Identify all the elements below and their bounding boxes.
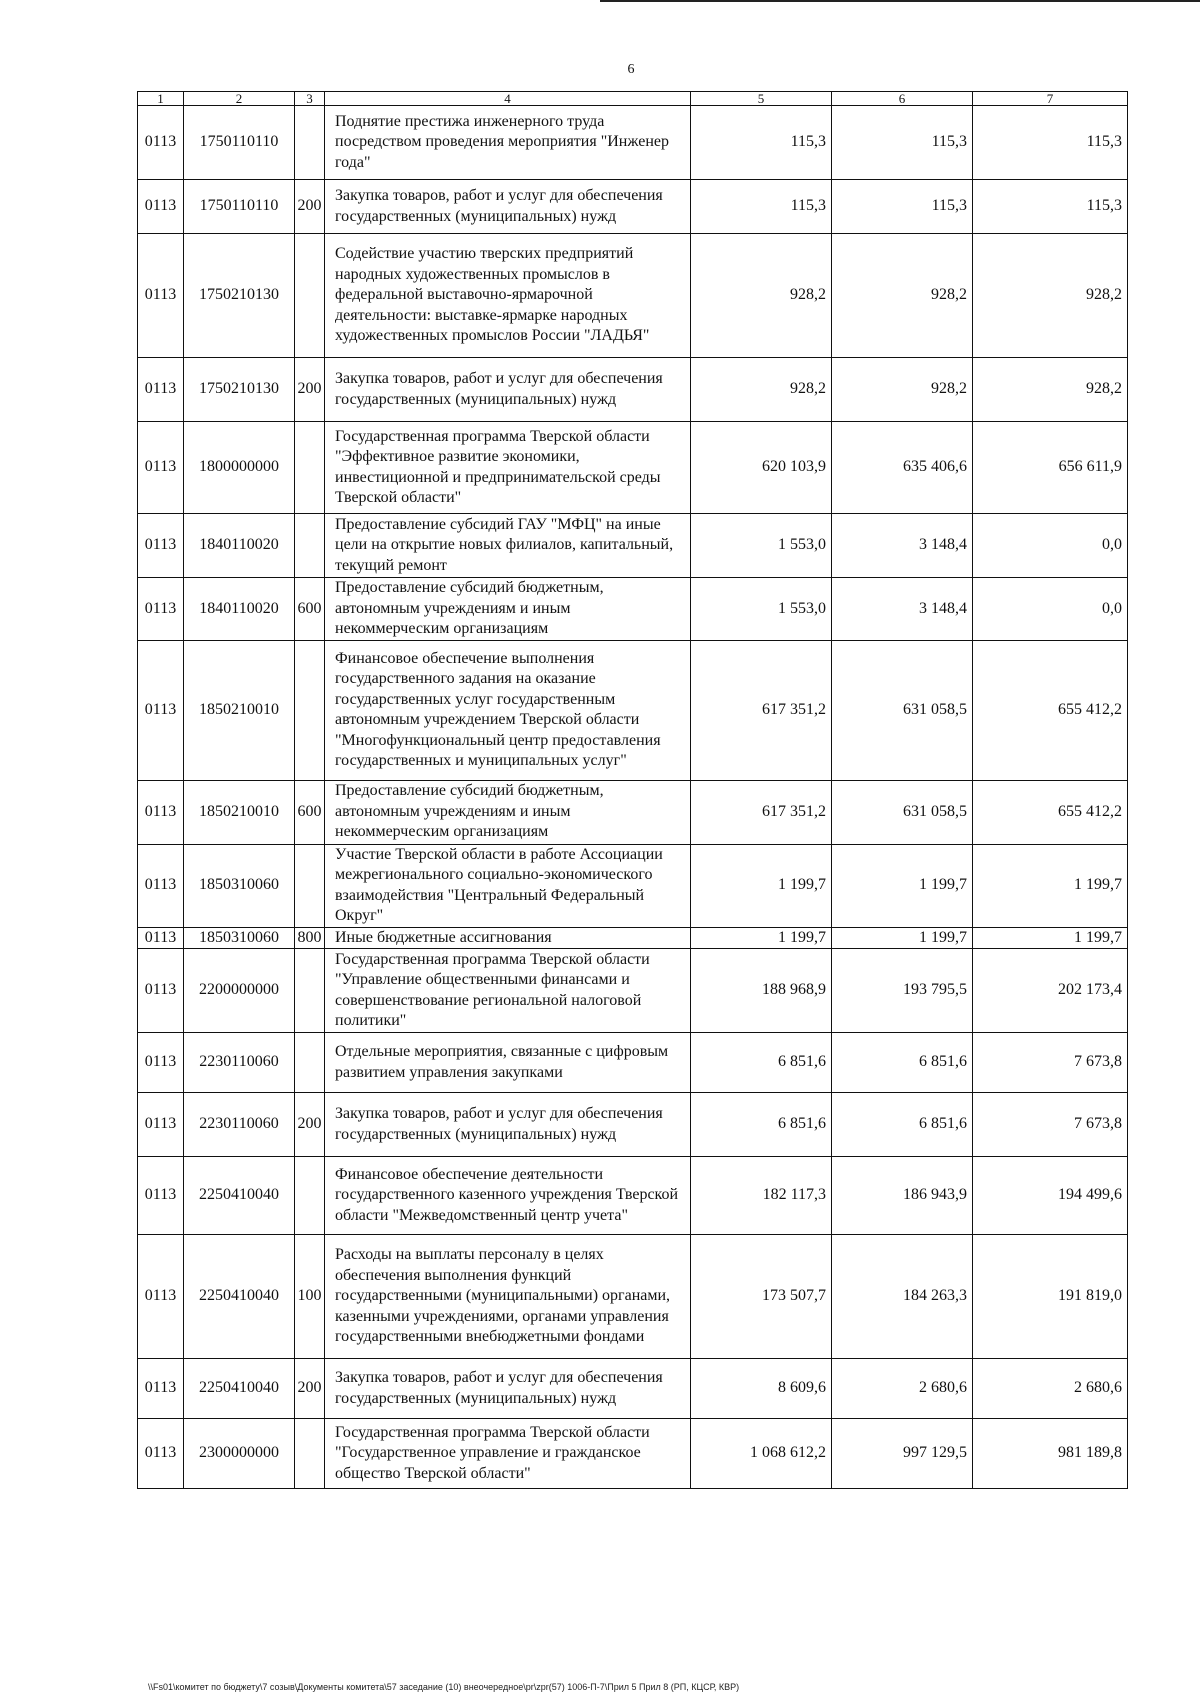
scan-border-line: [600, 0, 1200, 2]
amount-year3-cell: 115,3: [973, 106, 1128, 180]
amount-year1-cell: 115,3: [691, 180, 832, 234]
description-cell: Иные бюджетные ассигнования: [325, 927, 691, 949]
description-cell: Закупка товаров, работ и услуг для обеспечения государственных (муниципальных) нужд: [325, 1359, 691, 1419]
description-cell: Финансовое обеспечение деятельности государственного казенного учреждения Тверской области "Межведомственный центр учета": [325, 1157, 691, 1235]
description-cell: Отдельные мероприятия, связанные с цифровым развитием управления закупками: [325, 1033, 691, 1093]
section-code-cell: 0113: [138, 514, 184, 578]
description-cell: Закупка товаров, работ и услуг для обеспечения государственных (муниципальных) нужд: [325, 1093, 691, 1157]
amount-year3-cell: 1 199,7: [973, 927, 1128, 949]
table-row: [138, 1359, 1128, 1419]
target-article-code-cell: 1850210010: [184, 780, 295, 844]
target-article-code-cell: 2250410040: [184, 1235, 295, 1359]
table-row: [138, 422, 1128, 514]
amount-year1-cell: 182 117,3: [691, 1157, 832, 1235]
expense-type-cell: 600: [295, 578, 325, 641]
expense-type-cell: [295, 949, 325, 1033]
amount-year3-cell: 2 680,6: [973, 1359, 1128, 1419]
description-cell: Предоставление субсидий бюджетным, автономным учреждениям и иным некоммерческим организациям: [325, 578, 691, 641]
target-article-code-cell: 1800000000: [184, 422, 295, 514]
table-row: [138, 844, 1128, 927]
section-code-cell: 0113: [138, 578, 184, 641]
amount-year3-cell: 115,3: [973, 180, 1128, 234]
amount-year2-cell: 184 263,3: [832, 1235, 973, 1359]
amount-year2-cell: 635 406,6: [832, 422, 973, 514]
section-code-cell: 0113: [138, 640, 184, 780]
description-cell: Закупка товаров, работ и услуг для обеспечения государственных (муниципальных) нужд: [325, 180, 691, 234]
header-cell: 5: [691, 92, 832, 106]
target-article-code-cell: 1750110110: [184, 180, 295, 234]
amount-year1-cell: 928,2: [691, 358, 832, 422]
amount-year1-cell: 115,3: [691, 106, 832, 180]
expense-type-cell: 800: [295, 927, 325, 949]
target-article-code-cell: 1850210010: [184, 640, 295, 780]
target-article-code-cell: 2300000000: [184, 1419, 295, 1489]
amount-year3-cell: 202 173,4: [973, 949, 1128, 1033]
target-article-code-cell: 2230110060: [184, 1093, 295, 1157]
description-cell: Участие Тверской области в работе Ассоциации межрегионального социально-экономического взаимодействия "Центральный Федеральный Округ": [325, 844, 691, 927]
description-cell: Содействие участию тверских предприятий народных художественных промыслов в федеральной выставочно-ярмарочной деятельности: выставке-ярмарке народных художественных промыслов России "ЛАДЬЯ": [325, 234, 691, 358]
amount-year2-cell: 2 680,6: [832, 1359, 973, 1419]
target-article-code-cell: 2230110060: [184, 1033, 295, 1093]
header-cell: 6: [832, 92, 973, 106]
amount-year1-cell: 188 968,9: [691, 949, 832, 1033]
amount-year2-cell: 1 199,7: [832, 844, 973, 927]
amount-year1-cell: 6 851,6: [691, 1033, 832, 1093]
header-cell: 4: [325, 92, 691, 106]
amount-year3-cell: 0,0: [973, 578, 1128, 641]
expense-type-cell: [295, 422, 325, 514]
expense-type-cell: [295, 640, 325, 780]
table-row: [138, 1419, 1128, 1489]
description-cell: Закупка товаров, работ и услуг для обеспечения государственных (муниципальных) нужд: [325, 358, 691, 422]
amount-year2-cell: 1 199,7: [832, 927, 973, 949]
target-article-code-cell: 2250410040: [184, 1359, 295, 1419]
amount-year1-cell: 1 553,0: [691, 578, 832, 641]
amount-year1-cell: 928,2: [691, 234, 832, 358]
amount-year3-cell: 0,0: [973, 514, 1128, 578]
page-number: 6: [627, 62, 635, 77]
target-article-code-cell: 1840110020: [184, 578, 295, 641]
table-row: [138, 578, 1128, 641]
section-code-cell: 0113: [138, 1235, 184, 1359]
amount-year2-cell: 6 851,6: [832, 1093, 973, 1157]
expense-type-cell: [295, 1033, 325, 1093]
target-article-code-cell: 2200000000: [184, 949, 295, 1033]
expense-type-cell: 600: [295, 780, 325, 844]
section-code-cell: 0113: [138, 1359, 184, 1419]
table-row: [138, 1235, 1128, 1359]
expense-type-cell: 200: [295, 1359, 325, 1419]
description-cell: Государственная программа Тверской области "Управление общественными финансами и совершенствование региональной налоговой политики": [325, 949, 691, 1033]
section-code-cell: 0113: [138, 1157, 184, 1235]
amount-year2-cell: 928,2: [832, 358, 973, 422]
expense-type-cell: 200: [295, 180, 325, 234]
amount-year3-cell: 656 611,9: [973, 422, 1128, 514]
budget-table: [137, 91, 1128, 1489]
description-cell: Предоставление субсидий бюджетным, автономным учреждениям и иным некоммерческим организациям: [325, 780, 691, 844]
amount-year2-cell: 115,3: [832, 180, 973, 234]
table-row: [138, 927, 1128, 949]
expense-type-cell: 100: [295, 1235, 325, 1359]
section-code-cell: 0113: [138, 780, 184, 844]
amount-year1-cell: 1 553,0: [691, 514, 832, 578]
amount-year3-cell: 191 819,0: [973, 1235, 1128, 1359]
amount-year2-cell: 115,3: [832, 106, 973, 180]
target-article-code-cell: 1850310060: [184, 844, 295, 927]
header-cell: 3: [295, 92, 325, 106]
amount-year3-cell: 7 673,8: [973, 1093, 1128, 1157]
amount-year2-cell: 3 148,4: [832, 578, 973, 641]
amount-year3-cell: 1 199,7: [973, 844, 1128, 927]
expense-type-cell: [295, 514, 325, 578]
expense-type-cell: 200: [295, 358, 325, 422]
expense-type-cell: 200: [295, 1093, 325, 1157]
amount-year2-cell: 631 058,5: [832, 640, 973, 780]
table-header-row: [138, 92, 1128, 106]
amount-year3-cell: 928,2: [973, 358, 1128, 422]
section-code-cell: 0113: [138, 422, 184, 514]
table-row: [138, 180, 1128, 234]
header-cell: 2: [184, 92, 295, 106]
table-row: [138, 514, 1128, 578]
table-row: [138, 640, 1128, 780]
amount-year1-cell: 617 351,2: [691, 640, 832, 780]
expense-type-cell: [295, 1157, 325, 1235]
amount-year2-cell: 186 943,9: [832, 1157, 973, 1235]
header-cell: 1: [138, 92, 184, 106]
table-row: [138, 949, 1128, 1033]
amount-year3-cell: 981 189,8: [973, 1419, 1128, 1489]
amount-year1-cell: 620 103,9: [691, 422, 832, 514]
description-cell: Государственная программа Тверской области "Эффективное развитие экономики, инвестиционной и предпринимательской среды Тверской области": [325, 422, 691, 514]
section-code-cell: 0113: [138, 1093, 184, 1157]
target-article-code-cell: 1850310060: [184, 927, 295, 949]
expense-type-cell: [295, 1419, 325, 1489]
description-cell: Финансовое обеспечение выполнения государственного задания на оказание государственных услуг государственным автономным учреждением Тверской области "Многофункциональный центр предоставления государственных и муниципальных услуг": [325, 640, 691, 780]
table-row: [138, 1033, 1128, 1093]
description-cell: Расходы на выплаты персоналу в целях обеспечения выполнения функций государственными (муниципальными) органами, казенными учреждениями, органами управления государственными внебюджетными фондами: [325, 1235, 691, 1359]
table-row: [138, 780, 1128, 844]
section-code-cell: 0113: [138, 106, 184, 180]
target-article-code-cell: 1750210130: [184, 234, 295, 358]
amount-year2-cell: 631 058,5: [832, 780, 973, 844]
section-code-cell: 0113: [138, 1033, 184, 1093]
description-cell: Предоставление субсидий ГАУ "МФЦ" на иные цели на открытие новых филиалов, капитальный, текущий ремонт: [325, 514, 691, 578]
table-row: [138, 358, 1128, 422]
amount-year1-cell: 1 068 612,2: [691, 1419, 832, 1489]
target-article-code-cell: 1750110110: [184, 106, 295, 180]
amount-year2-cell: 997 129,5: [832, 1419, 973, 1489]
amount-year3-cell: 655 412,2: [973, 780, 1128, 844]
section-code-cell: 0113: [138, 180, 184, 234]
section-code-cell: 0113: [138, 358, 184, 422]
table-row: [138, 1157, 1128, 1235]
table-row: [138, 1093, 1128, 1157]
amount-year3-cell: 928,2: [973, 234, 1128, 358]
amount-year1-cell: 8 609,6: [691, 1359, 832, 1419]
amount-year1-cell: 617 351,2: [691, 780, 832, 844]
amount-year2-cell: 193 795,5: [832, 949, 973, 1033]
section-code-cell: 0113: [138, 927, 184, 949]
file-path-footer: \\Fs01\комитет по бюджету\7 созыв\Документы комитета\57 заседание (10) внеочередное\pr\zpr(57) 1006-П-7\Прил 5 Прил 8 (РП, КЦСР, КВР): [148, 1682, 740, 1692]
amount-year1-cell: 6 851,6: [691, 1093, 832, 1157]
amount-year2-cell: 928,2: [832, 234, 973, 358]
target-article-code-cell: 2250410040: [184, 1157, 295, 1235]
amount-year2-cell: 6 851,6: [832, 1033, 973, 1093]
expense-type-cell: [295, 106, 325, 180]
section-code-cell: 0113: [138, 949, 184, 1033]
table-row: [138, 234, 1128, 358]
description-cell: Поднятие престижа инженерного труда посредством проведения мероприятия "Инженер года": [325, 106, 691, 180]
expense-type-cell: [295, 234, 325, 358]
amount-year2-cell: 3 148,4: [832, 514, 973, 578]
amount-year1-cell: 173 507,7: [691, 1235, 832, 1359]
description-cell: Государственная программа Тверской области "Государственное управление и гражданское общество Тверской области": [325, 1419, 691, 1489]
amount-year1-cell: 1 199,7: [691, 927, 832, 949]
amount-year1-cell: 1 199,7: [691, 844, 832, 927]
target-article-code-cell: 1840110020: [184, 514, 295, 578]
amount-year3-cell: 194 499,6: [973, 1157, 1128, 1235]
amount-year3-cell: 7 673,8: [973, 1033, 1128, 1093]
target-article-code-cell: 1750210130: [184, 358, 295, 422]
expense-type-cell: [295, 844, 325, 927]
section-code-cell: 0113: [138, 234, 184, 358]
section-code-cell: 0113: [138, 1419, 184, 1489]
table-row: [138, 106, 1128, 180]
amount-year3-cell: 655 412,2: [973, 640, 1128, 780]
header-cell: 7: [973, 92, 1128, 106]
section-code-cell: 0113: [138, 844, 184, 927]
